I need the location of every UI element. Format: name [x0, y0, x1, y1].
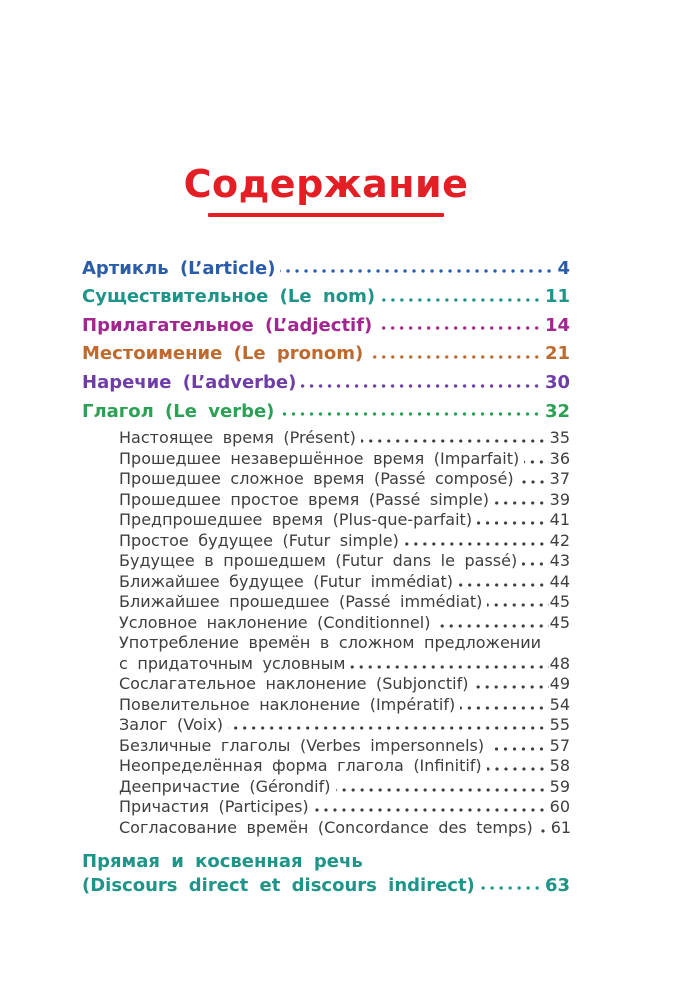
dot-leader: [519, 480, 549, 484]
toc-entry-label: Глагол (Le verbe): [82, 400, 275, 422]
toc-entry-line: [119, 674, 570, 695]
toc-entry: [82, 257, 570, 281]
toc-entry-label: Повелительное наклонение (Impératif): [119, 694, 456, 714]
dot-leader: [458, 583, 549, 587]
dot-leader: [524, 460, 548, 464]
dot-leader: [361, 439, 549, 443]
page-number: 37: [549, 469, 570, 489]
toc-entry-line: [119, 777, 570, 798]
toc-entry-line: [119, 469, 570, 490]
dot-leader: [473, 685, 548, 689]
dot-leader: [350, 665, 548, 669]
page-number: 48: [549, 653, 570, 673]
toc-entry: [82, 695, 570, 716]
toc-entry: [82, 736, 570, 757]
toc-entry: [82, 592, 570, 613]
page-number: 61: [550, 817, 572, 837]
toc-entry-line: [119, 428, 570, 449]
page-number: 60: [549, 797, 570, 817]
toc-entry-label: Прилагательное (L’adjectif): [82, 314, 373, 336]
dot-leader: [477, 521, 549, 525]
toc-entry: [82, 449, 570, 470]
dot-leader: [380, 298, 544, 302]
dot-leader: [368, 355, 544, 359]
toc-entry-line: [119, 633, 570, 654]
page-number: 49: [549, 674, 570, 694]
page-number: 36: [549, 448, 570, 468]
toc-entry-label: Предпрошедшее время (Plus-que-parfait): [119, 510, 473, 530]
toc-entry-line: [82, 257, 570, 281]
dot-leader: [301, 384, 544, 388]
page-number: 11: [544, 286, 570, 308]
page-number: 41: [549, 510, 570, 530]
toc-entry: [82, 342, 570, 366]
toc-entry-line: [119, 510, 570, 531]
toc-entry-label: Деепричастие (Gérondif): [119, 776, 331, 796]
toc-entry-line: [119, 449, 570, 470]
toc-entry: [82, 674, 570, 695]
toc-entry: [82, 850, 570, 897]
page-number: 30: [544, 371, 570, 393]
toc-entry: [82, 633, 570, 674]
toc-entry-line: [82, 874, 570, 898]
toc-entry-label: Неопределённая форма глагола (Infinitif): [119, 756, 482, 776]
page-title: Содержание: [183, 162, 469, 206]
toc-entry: [82, 551, 570, 572]
toc-entry-label: Существительное (Le nom): [82, 286, 376, 308]
toc-entry-line: [119, 736, 570, 757]
toc-entry-line: [119, 797, 570, 818]
dot-leader: [538, 829, 550, 833]
toc-entry-label: Прошедшее сложное время (Passé composé): [119, 469, 514, 489]
toc-entry: [82, 314, 570, 338]
toc-entry-label: Прямая и косвенная речь: [82, 851, 363, 873]
page-number: 59: [549, 776, 570, 796]
page-number: 55: [549, 715, 570, 735]
toc-entry: [82, 715, 570, 736]
toc-entry: [82, 428, 570, 449]
toc-entry-label: Наречие (L’adverbe): [82, 371, 297, 393]
toc-entry-line: [119, 551, 570, 572]
toc-entry-label: Будущее в прошедшем (Futur dans le passé): [119, 551, 518, 571]
dot-leader: [487, 603, 548, 607]
page-number: 21: [544, 343, 570, 365]
toc-list: [82, 257, 570, 898]
toc-entry-label: Ближайшее прошедшее (Passé immédiat): [119, 592, 483, 612]
toc-entry-line: [119, 654, 570, 675]
dot-leader: [314, 808, 549, 812]
toc-entry-label: Простое будущее (Futur simple): [119, 530, 399, 550]
page-number: 57: [549, 735, 570, 755]
toc-entry: [82, 469, 570, 490]
dot-leader: [404, 542, 549, 546]
toc-entry: [82, 371, 570, 395]
dot-leader: [377, 326, 544, 330]
dot-leader: [489, 747, 549, 751]
page-number: 32: [544, 400, 570, 422]
page-number: 45: [549, 592, 570, 612]
toc-entry: [82, 818, 570, 839]
page-number: 63: [544, 874, 570, 896]
page-number: 39: [549, 489, 570, 509]
toc-entry: [82, 777, 570, 798]
toc-entry-label: Местоимение (Le pronom): [82, 343, 364, 365]
toc-entry-label: Прошедшее незавершённое время (Imparfait): [119, 448, 520, 468]
page-number: 42: [549, 530, 570, 550]
toc-entry: [82, 510, 570, 531]
dot-leader: [480, 886, 544, 890]
toc-entry: [82, 613, 570, 634]
dot-leader: [336, 788, 549, 792]
toc-entry-line: [82, 342, 570, 366]
title-block: [82, 163, 570, 217]
page-number: 44: [549, 571, 570, 591]
toc-entry: [82, 531, 570, 552]
toc-entry-line: [82, 314, 570, 338]
toc-entry: [82, 490, 570, 511]
title-underline: [208, 213, 444, 217]
toc-entry-label: Прошедшее простое время (Passé simple): [119, 489, 489, 509]
page-number: 58: [549, 756, 570, 776]
dot-leader: [280, 269, 556, 273]
toc-entry-label: Условное наклонение (Conditionnel): [119, 612, 431, 632]
page-number: 4: [557, 257, 570, 279]
dot-leader: [487, 767, 549, 771]
toc-entry: [82, 400, 570, 424]
toc-entry-label: Безличные глаголы (Verbes impersonnels): [119, 735, 485, 755]
toc-entry-label: Согласование времён (Concordance des temps): [119, 817, 533, 837]
toc-entry-line: [119, 818, 570, 839]
toc-entry-line: [82, 400, 570, 424]
toc-entry-line: [119, 531, 570, 552]
page-number: 14: [544, 314, 570, 336]
toc-entry-label: Артикль (L’article): [82, 257, 276, 279]
toc-entry-line: [119, 613, 570, 634]
toc-entry-line: [82, 285, 570, 309]
dot-leader: [522, 562, 548, 566]
dot-leader: [228, 726, 549, 730]
toc-entry-line: [82, 850, 570, 874]
page-number: 45: [549, 612, 570, 632]
toc-entry-line: [119, 572, 570, 593]
toc-entry-line: [119, 715, 570, 736]
dot-leader: [494, 501, 549, 505]
dot-leader: [460, 706, 548, 710]
toc-entry-label: Настоящее время (Présent): [119, 428, 356, 448]
toc-entry-label: Употребление времён в сложном предложении: [119, 633, 542, 653]
dot-leader: [279, 412, 544, 416]
toc-entry-line: [119, 592, 570, 613]
toc-entry-label: (Discours direct et discours indirect): [82, 874, 475, 896]
toc-entry: [82, 756, 570, 777]
toc-entry-label: Сослагательное наклонение (Subjonctif): [119, 674, 469, 694]
dot-leader: [435, 624, 548, 628]
toc-entry-line: [82, 371, 570, 395]
toc-entry-label: Залог (Voix): [119, 715, 223, 735]
toc-entry-line: [119, 490, 570, 511]
toc-entry: [82, 285, 570, 309]
page-number: 35: [549, 428, 570, 448]
toc-entry-label: Ближайшее будущее (Futur immédiat): [119, 571, 453, 591]
toc-entry: [82, 797, 570, 818]
toc-entry-line: [119, 756, 570, 777]
page-number: 54: [549, 694, 570, 714]
page-number: 43: [549, 551, 570, 571]
toc-entry-label: с придаточным условным: [119, 653, 346, 673]
toc-entry: [82, 572, 570, 593]
toc-entry-label: Причастия (Participes): [119, 797, 309, 817]
toc-entry-line: [119, 695, 570, 716]
